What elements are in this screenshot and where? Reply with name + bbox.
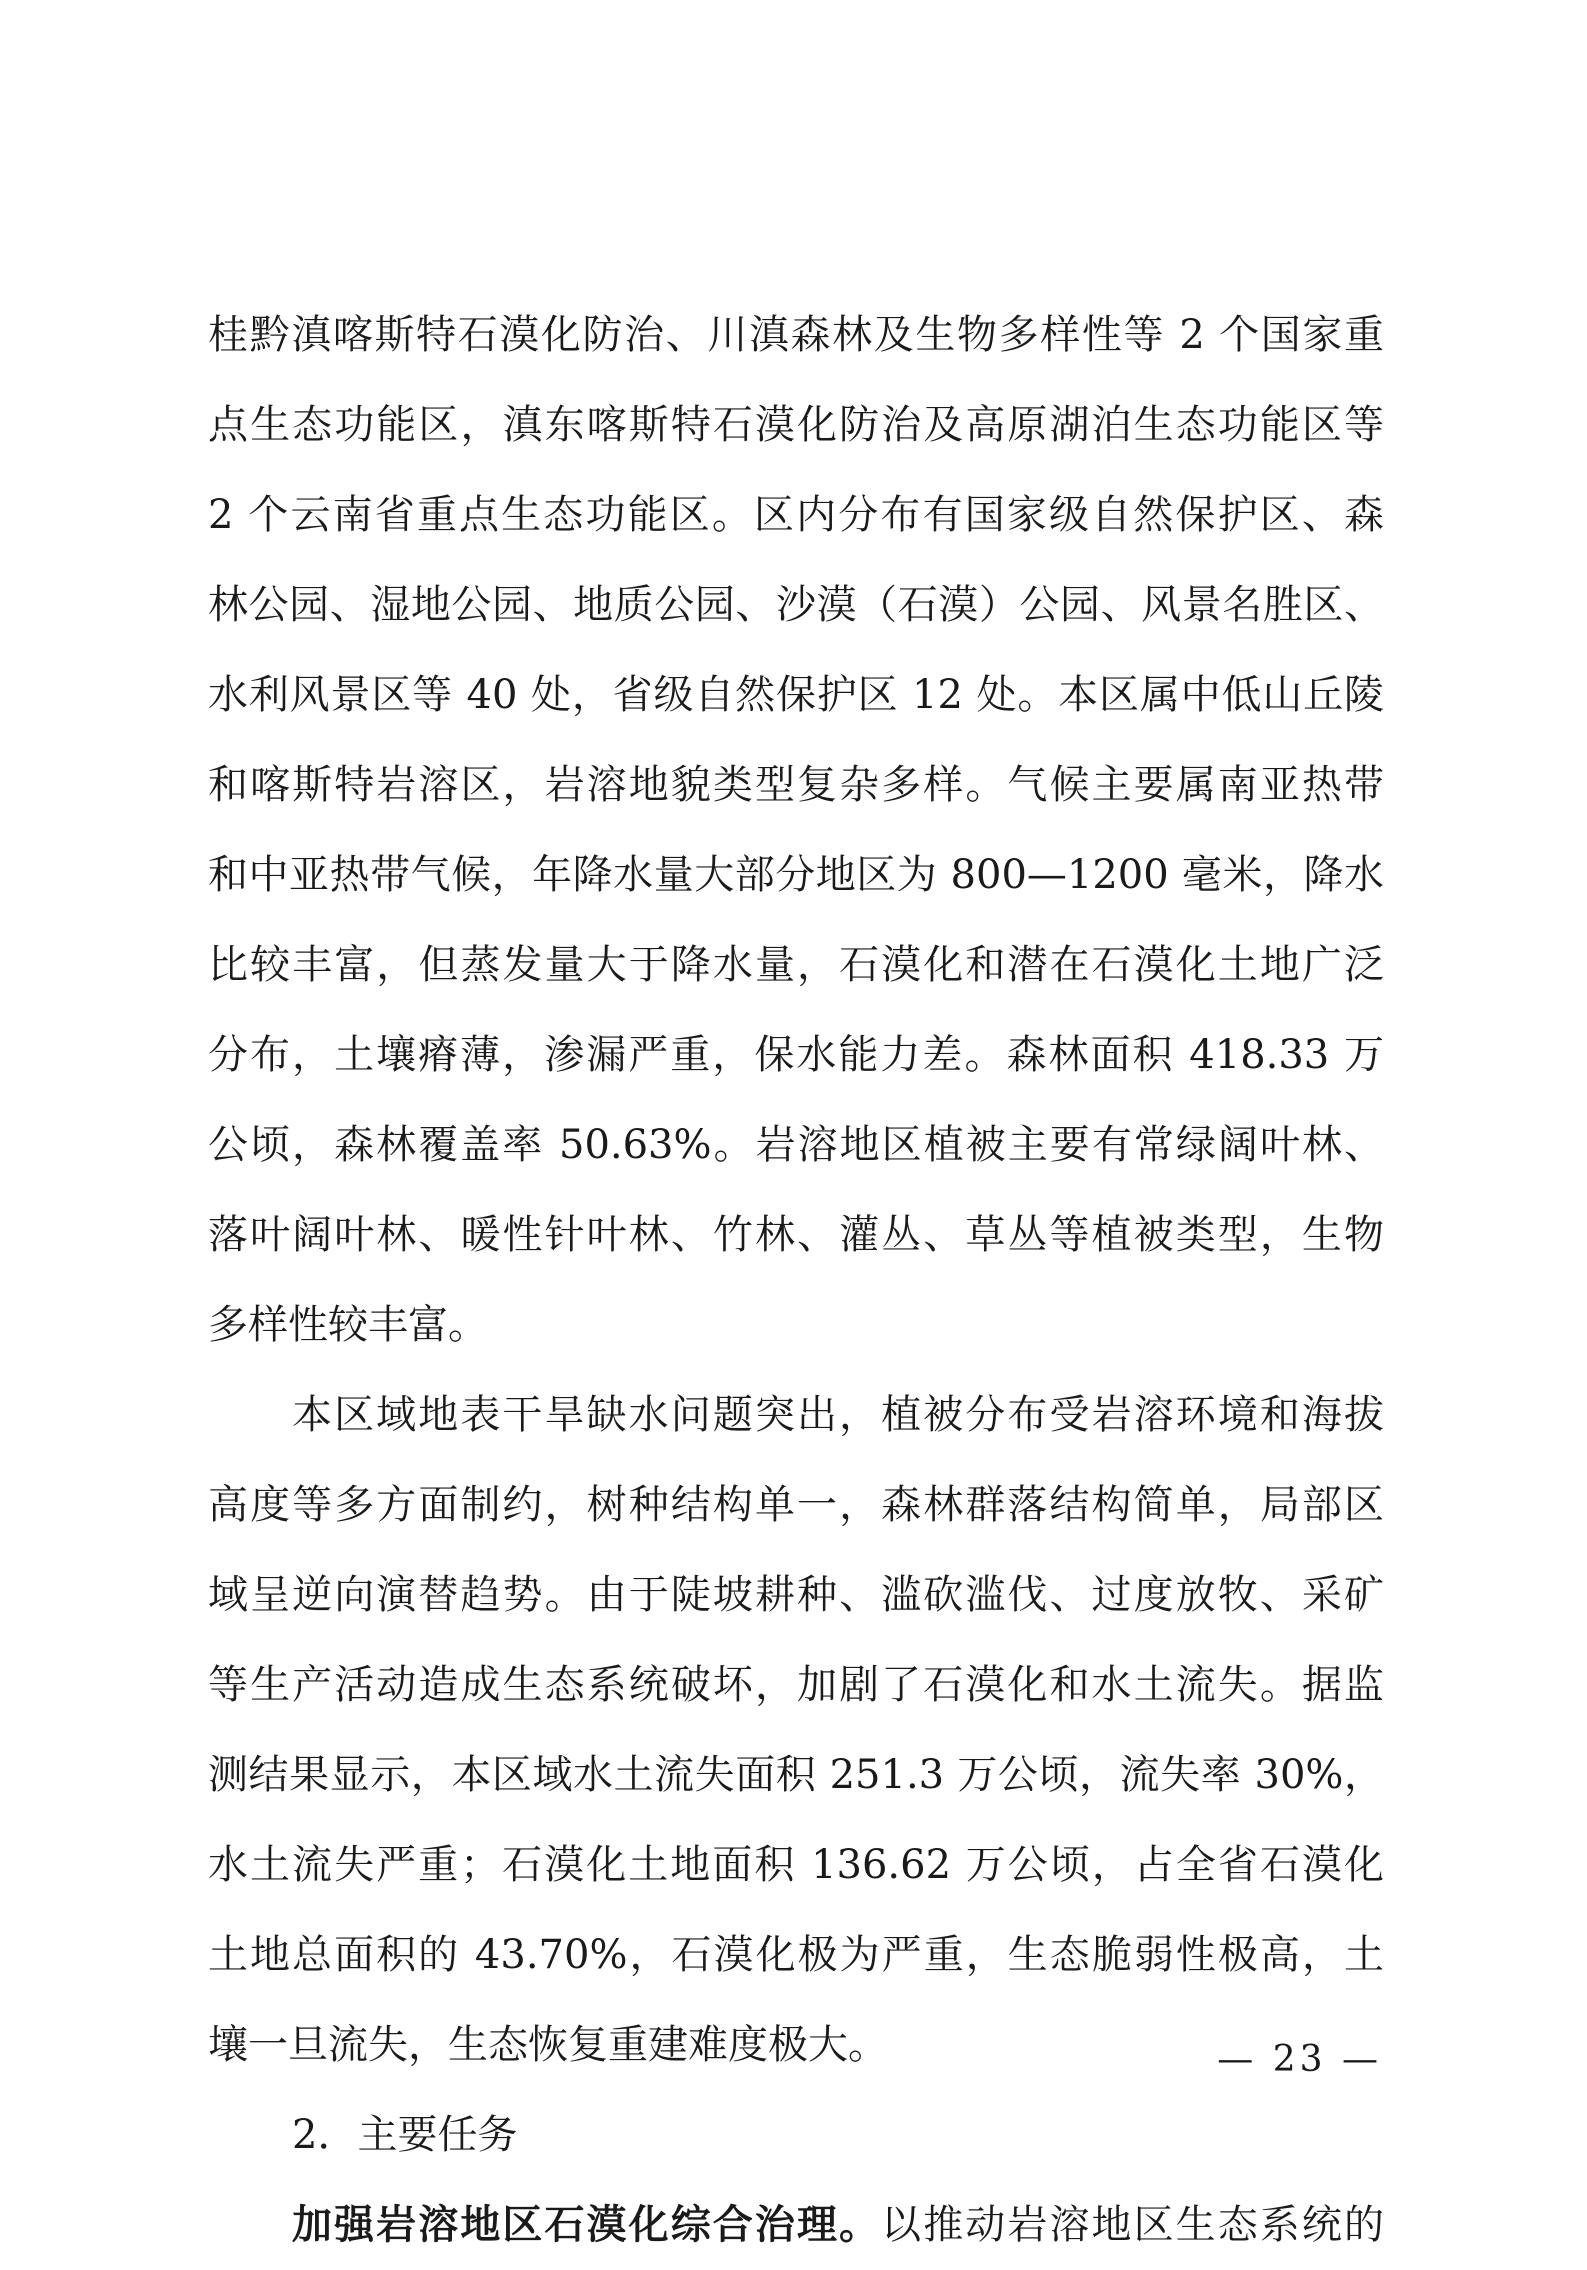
text-line: 点生态功能区，滇东喀斯特石漠化防治及高原湖泊生态功能区等: [208, 402, 1384, 448]
paragraph-text: 以推动岩溶地区生态系统的: [881, 2202, 1385, 2248]
text-line: 测结果显示，本区域水土流失面积 251.3 万公顷，流失率 30%，: [208, 1752, 1384, 1798]
paragraph-ecological-problems: [208, 1370, 1384, 2090]
text-line: 和中亚热带气候，年降水量大部分地区为 800—1200 毫米，降水: [208, 852, 1384, 898]
body-text: [208, 290, 1384, 2270]
text-line: 桂黔滇喀斯特石漠化防治、川滇森林及生物多样性等 2 个国家重: [208, 312, 1384, 358]
paragraph-region-overview: [208, 290, 1384, 1370]
text-line: 公顷，森林覆盖率 50.63%。岩溶地区植被主要有常绿阔叶林、: [208, 1122, 1384, 1168]
text-line: 2 个云南省重点生态功能区。区内分布有国家级自然保护区、森: [208, 492, 1384, 538]
text-line: 落叶阔叶林、暖性针叶林、竹林、灌丛、草丛等植被类型，生物: [208, 1212, 1384, 1258]
text-line: 水土流失严重；石漠化土地面积 136.62 万公顷，占全省石漠化: [208, 1842, 1384, 1888]
text-line: 分布，土壤瘠薄，渗漏严重，保水能力差。森林面积 418.33 万: [208, 1032, 1384, 1078]
text-line: 多样性较丰富。: [208, 1302, 488, 1348]
text-line: 本区域地表干旱缺水问题突出，植被分布受岩溶环境和海拔: [292, 1392, 1384, 1438]
text-line: 壤一旦流失，生态恢复重建难度极大。: [208, 2022, 888, 2068]
bold-lead-text: 加强岩溶地区石漠化综合治理。: [292, 2201, 882, 2248]
text-line: 水利风景区等 40 处，省级自然保护区 12 处。本区属中低山丘陵: [208, 672, 1384, 718]
text-line: 和喀斯特岩溶区，岩溶地貌类型复杂多样。气候主要属南亚热带: [208, 762, 1384, 808]
text-line: 土地总面积的 43.70%，石漠化极为严重，生态脆弱性极高，土: [208, 1932, 1384, 1978]
section-heading: 2．主要任务: [292, 2112, 518, 2158]
paragraph-main-task: [208, 2180, 1384, 2270]
text-line: 等生产活动造成生态系统破坏，加剧了石漠化和水土流失。据监: [208, 1662, 1384, 1708]
text-line: 比较丰富，但蒸发量大于降水量，石漠化和潜在石漠化土地广泛: [208, 942, 1384, 988]
text-line: 林公园、湿地公园、地质公园、沙漠（石漠）公园、风景名胜区、: [208, 582, 1384, 628]
page-number: — 23 —: [1217, 2039, 1382, 2080]
text-line: 域呈逆向演替趋势。由于陡坡耕种、滥砍滥伐、过度放牧、采矿: [208, 1572, 1384, 1618]
text-line: 高度等多方面制约，树种结构单一，森林群落结构简单，局部区: [208, 1482, 1384, 1528]
